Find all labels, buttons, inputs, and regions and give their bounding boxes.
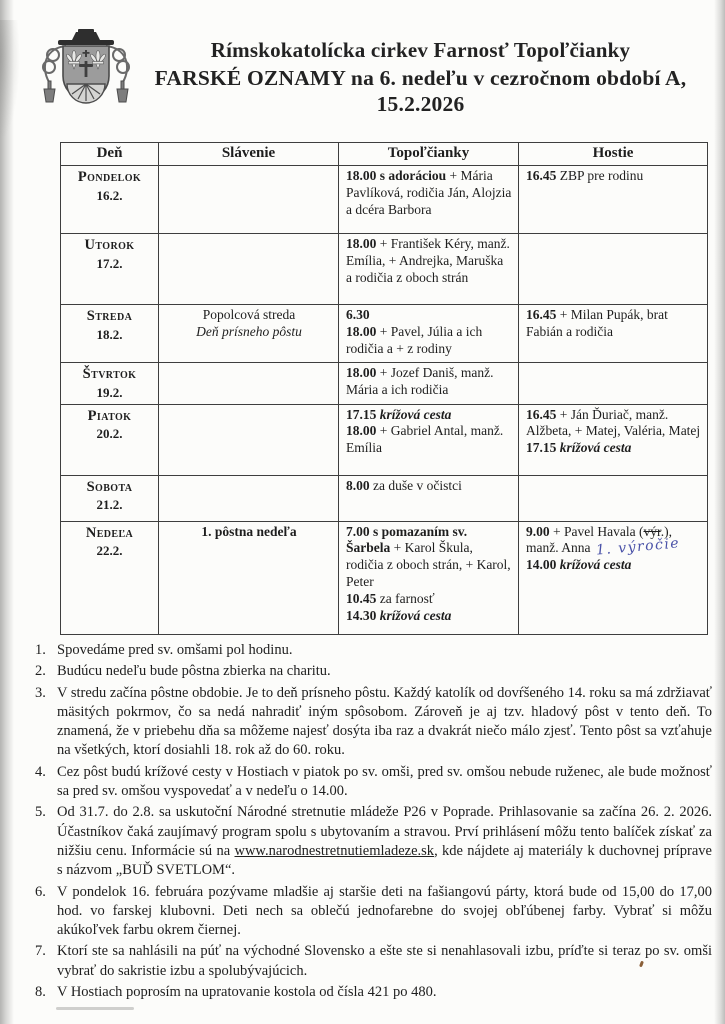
- text-segment: za farnosť: [376, 590, 435, 606]
- bulletin-title: FARSKÉ OZNAMY na 6. nedeľu v cezročnom období A, 15.2.2026: [154, 66, 687, 116]
- document-header: [128, 38, 713, 117]
- column-header: Deň: [96, 145, 123, 161]
- list-item: [28, 983, 712, 1002]
- table-row: [61, 521, 707, 634]
- text-segment: + Gabriel Antal, manž. Emília: [346, 423, 504, 456]
- cell-day: [61, 363, 158, 404]
- table-row: [61, 165, 707, 233]
- day-name: Nedeľa: [85, 524, 134, 541]
- church-name: Rímskokatolícka cirkev Farnosť Topoľčianky: [210, 38, 631, 62]
- text-segment: V stredu začína pôstne obdobie. Je to deň prísneho pôstu. Každý katolík od dovŕšeného 14. roku sa má zdržiavať mäsitých pokrmov, čo sa nedá nahradiť iným spôsobom. Zároveň je aj tzv. hladový pôst v tento deň. To znamená, že v priebehu dňa sa môžeme najesť dosýta iba raz a dvakrát niečo málo zjesť. Tento pôst sa vzťahuje na všetkých, ktorí dosiahli 18. rok až do 60. roku.: [57, 684, 712, 759]
- list-item: [28, 803, 712, 880]
- cell-day: [61, 522, 158, 634]
- cell-hostie: [518, 363, 707, 404]
- cell-day: [61, 166, 158, 233]
- day-name: Utorok: [84, 237, 135, 253]
- day-name: Štvrtok: [82, 366, 137, 382]
- cell-topolcianky: [338, 522, 518, 634]
- list-item: [28, 662, 712, 681]
- cell-celebration: [158, 234, 338, 304]
- text-segment: Ktorí ste sa nahlásili na púť na východné Slovensko a ešte ste si nenahlasovali izbu, príďte si teraz po sv. omši vybrať do sakristie izbu a spolubývajúcich.: [57, 943, 712, 979]
- printed-url: www.narodnestretnutiemladeze.sk: [234, 842, 435, 859]
- text-segment: + Pavel Havala (: [549, 523, 644, 539]
- announcements-list: [28, 641, 712, 1004]
- text-segment: krížová cesta: [379, 406, 452, 422]
- table-header-row: [61, 143, 707, 165]
- table-row: [61, 233, 707, 304]
- schedule-entry: [346, 478, 512, 495]
- cell-day: [61, 234, 158, 304]
- list-item: [28, 942, 712, 981]
- text-segment: + Mária Pavlíková, rodičia Ján, Alojzia a dcéra Barbora: [346, 168, 512, 217]
- day-date: 17.2.: [96, 255, 123, 271]
- schedule-entry: [166, 524, 332, 541]
- list-item-text: [57, 942, 712, 981]
- text-segment: + Jozef Daniš, manž. Mária a ich rodičia: [346, 365, 494, 397]
- text-segment: 16.45: [526, 168, 557, 183]
- scan-edge-shadow-right: [714, 0, 725, 1024]
- text-segment: , kde nájdete aj materiály k duchovnej príprave s názvom „BUĎ SVETLOM“.: [57, 842, 712, 879]
- column-header: Slávenie: [158, 143, 338, 165]
- day-name: Pondelok: [77, 169, 142, 185]
- list-item-text: [57, 684, 712, 761]
- schedule-entry: [346, 524, 512, 591]
- list-item-number: 5.: [35, 804, 46, 821]
- text-segment: Od 31.7. do 2.8. sa uskutoční Národné stretnutie mládeže P26 v Poprade. Prihlasovanie sa začína 26. 2. 2026. Účastníkov čaká zaujímavý program spolu s ubytovaním a stravou. Prví prihlásení môžu tento balíček získať za nižšiu cenu. Informácie sú na: [57, 804, 712, 859]
- galero-hat-icon: [58, 29, 114, 45]
- schedule-entry: [346, 324, 512, 358]
- cell-topolcianky: [338, 363, 518, 404]
- list-item-number: 2.: [35, 663, 46, 680]
- text-segment: 18.00 s adoráciou: [346, 168, 447, 183]
- schedule-entry: [526, 557, 701, 574]
- text-segment: 18.00: [346, 323, 377, 339]
- list-item-number: 7.: [35, 943, 46, 960]
- schedule-entry: [346, 591, 512, 608]
- text-segment: + Pavel, Júlia a ich rodičia a + z rodiny: [346, 323, 483, 356]
- text-segment: 18.00: [346, 236, 377, 251]
- table-row: [61, 404, 707, 475]
- cell-hostie: [518, 166, 707, 233]
- table-row: [61, 475, 707, 521]
- text-segment: 1. pôstna nedeľa: [201, 523, 297, 539]
- cell-hostie: [518, 522, 707, 634]
- mass-schedule-table: [60, 142, 708, 635]
- text-segment: 18.00: [346, 423, 377, 439]
- day-date: 20.2.: [96, 426, 123, 442]
- list-item-number: 1.: [35, 642, 46, 658]
- schedule-entry: [526, 407, 701, 441]
- schedule-entry: [526, 440, 701, 457]
- text-segment: 7.00 s pomazaním sv. Šarbela: [346, 523, 468, 556]
- list-item-text: [57, 763, 712, 802]
- text-segment: + František Kéry, manž. Emília, + Andrejka, Maruška a rodičia z oboch strán: [346, 236, 510, 285]
- cell-topolcianky: [338, 476, 518, 521]
- text-segment: krížová cesta: [379, 607, 452, 623]
- text-segment: 17.15: [346, 406, 380, 422]
- text-segment: Deň prísneho pôstu: [196, 323, 302, 339]
- list-item-text: [57, 641, 712, 660]
- list-item: [28, 883, 712, 941]
- cell-hostie: [518, 476, 707, 521]
- schedule-entry: [166, 324, 332, 341]
- cell-celebration: [158, 476, 338, 521]
- text-segment: za duše v očistci: [369, 477, 462, 493]
- wheel-icon: [67, 84, 105, 103]
- cell-topolcianky: [338, 405, 518, 475]
- text-segment: Spovedáme pred sv. omšami pol hodinu.: [57, 642, 293, 658]
- list-item-text: [57, 883, 712, 941]
- cell-hostie: [518, 234, 707, 304]
- text-segment: + Karol Škula, rodičia z oboch strán, + Karol, Peter: [346, 540, 511, 589]
- schedule-entry: [526, 524, 701, 558]
- handwritten-note: 1. výročie: [595, 535, 682, 560]
- table-row: [61, 304, 707, 362]
- cell-celebration: [158, 405, 338, 475]
- schedule-entry: [346, 365, 512, 399]
- day-date: 22.2.: [96, 543, 123, 559]
- day-date: 21.2.: [96, 497, 123, 513]
- scan-artifact: [0, 20, 20, 140]
- text-segment: 17.15: [526, 440, 560, 456]
- text-segment: Popolcová streda: [202, 307, 296, 322]
- table-row: [61, 362, 707, 404]
- list-item-text: [57, 983, 712, 1002]
- schedule-entry: [526, 168, 701, 185]
- list-item-number: 6.: [35, 883, 46, 900]
- schedule-entry: [346, 236, 512, 286]
- day-date: 16.2.: [96, 187, 123, 203]
- day-name: Sobota: [86, 478, 133, 495]
- scan-edge-shadow-left: [0, 0, 14, 1024]
- list-item-number: 8.: [35, 984, 46, 1001]
- text-segment: manž. Anna: [526, 540, 591, 556]
- text-segment: .),: [660, 523, 672, 539]
- schedule-entry: [346, 423, 512, 457]
- list-item-number: 4.: [35, 763, 46, 780]
- text-segment: + Milan Pupák, brat Fabián a rodičia: [526, 307, 668, 339]
- text-segment: V pondelok 16. februára pozývame mladšie aj staršie deti na fašiangovú párty, ktorá bude od 15,00 do 17,00 hod. vo farskej klubovni. Deti nech sa oblečú jednofarebne do svojej obľúbenej farby. Vybrať si môžu akúkoľvek farbu okrem čiernej.: [57, 883, 712, 939]
- cell-day: [61, 305, 158, 362]
- text-segment: 8.00: [346, 477, 370, 493]
- schedule-entry: [346, 307, 512, 324]
- day-date: 18.2.: [96, 326, 123, 342]
- cell-hostie: [518, 305, 707, 362]
- schedule-entry: [346, 407, 512, 424]
- text-segment: 16.45: [526, 307, 557, 322]
- schedule-entry: [346, 608, 512, 625]
- list-item: [28, 684, 712, 761]
- text-segment: 14.30: [346, 607, 380, 623]
- cell-hostie: [518, 405, 707, 475]
- schedule-entry: [346, 168, 512, 218]
- cell-topolcianky: [338, 234, 518, 304]
- day-name: Streda: [86, 308, 133, 324]
- list-item-number: 3.: [35, 684, 46, 701]
- cell-celebration: [158, 166, 338, 233]
- cell-day: [61, 405, 158, 475]
- column-header: Topoľčianky: [338, 143, 518, 165]
- scan-artifact: [56, 1007, 134, 1010]
- schedule-entry: [166, 307, 332, 324]
- column-header: Hostie: [518, 143, 707, 165]
- list-item-text: [57, 662, 712, 681]
- list-item: [28, 641, 712, 660]
- text-segment: krížová cesta: [559, 557, 632, 573]
- list-item-text: [57, 803, 712, 880]
- text-segment: ZBP pre rodinu: [556, 168, 644, 183]
- text-segment: + Ján Ďuriač, manž. Alžbeta, + Matej, Valéria, Matej: [526, 406, 701, 439]
- cell-topolcianky: [338, 305, 518, 362]
- parish-crest: [36, 28, 136, 118]
- day-date: 19.2.: [96, 384, 123, 400]
- text-segment: 9.00: [526, 523, 550, 539]
- text-segment: krížová cesta: [559, 440, 632, 456]
- cell-celebration: [158, 522, 338, 634]
- day-name: Piatok: [87, 407, 132, 424]
- text-segment: 16.45: [526, 406, 557, 422]
- schedule-entry: [526, 307, 701, 341]
- struck-text: výr: [643, 523, 661, 539]
- text-segment: 14.00: [526, 557, 560, 573]
- text-segment: 18.00: [346, 365, 377, 380]
- cell-celebration: [158, 363, 338, 404]
- cell-topolcianky: [338, 166, 518, 233]
- text-segment: 6.30: [346, 307, 370, 322]
- text-segment: Cez pôst budú krížové cesty v Hostiach v piatok po sv. omši, pred sv. omšou nebude ruženec, ale bude možnosť sa pred sv. omšou vyspovedať a v nedeľu o 14.00.: [57, 763, 712, 800]
- list-item: [28, 763, 712, 802]
- cell-day: [61, 476, 158, 521]
- text-segment: Budúcu nedeľu bude pôstna zbierka na charitu.: [57, 663, 331, 680]
- cell-celebration: [158, 305, 338, 362]
- text-segment: V Hostiach poprosím na upratovanie kostola od čísla 421 po 480.: [57, 984, 437, 1001]
- text-segment: 10.45: [346, 590, 377, 606]
